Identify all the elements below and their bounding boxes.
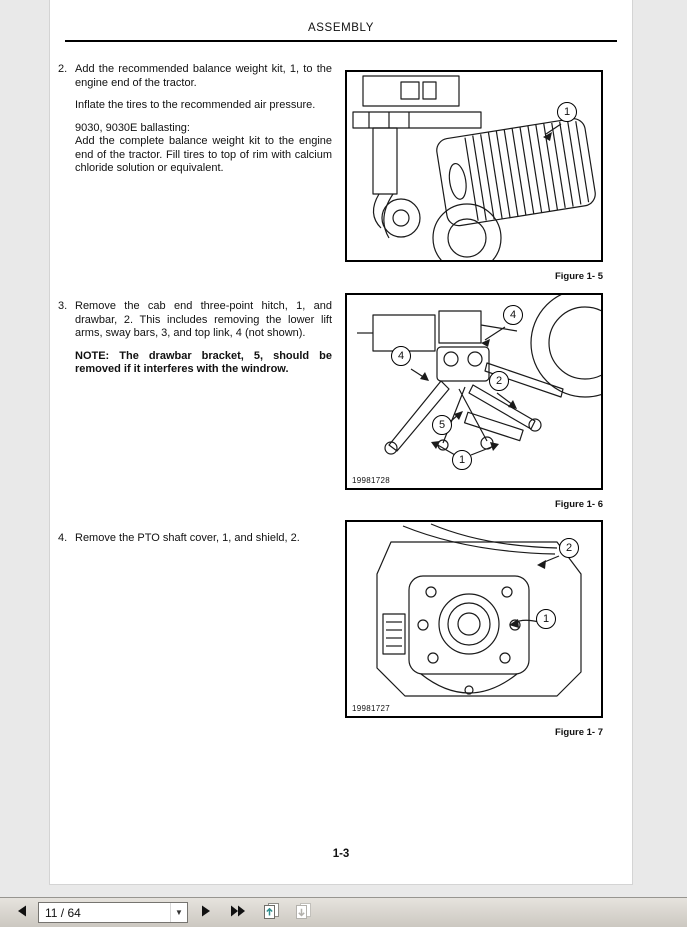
figure-1-5: [345, 70, 603, 262]
left-triangle-icon: [15, 904, 29, 921]
callout-4-top: 4: [503, 305, 523, 325]
figure-1-7-label: Figure 1- 7: [554, 727, 603, 738]
step-2-paragraph-3b: Add the complete balance weight kit to the engine end of the tractor. Fill tires to top of rim with calcium chloride solution or equivalent.: [75, 135, 332, 174]
step-3-number: 3.: [58, 300, 68, 312]
photo-id: 19981728: [352, 476, 390, 485]
step-3-paragraph-1: Remove the cab end three-point hitch, 1, and drawbar, 2. This includes removing the lower lift arms, sway bars, 3, and top link, 4 (not shown).: [75, 300, 332, 339]
callout-1: 1: [557, 102, 577, 122]
figure-1-7: [345, 520, 603, 718]
next-page-button[interactable]: [194, 901, 218, 925]
header-rule: [65, 40, 617, 42]
chevron-down-icon[interactable]: ▼: [170, 903, 187, 922]
figure-1-6-illustration: [347, 295, 601, 488]
page-with-arrow-icon: [260, 902, 280, 923]
photo-id: 19981727: [352, 704, 390, 713]
page-number: 1-3: [332, 848, 350, 860]
step-2-paragraph-1: Add the recommended balance weight kit, 1, to the engine end of the tractor.: [75, 63, 332, 89]
figure-1-6-label: Figure 1- 6: [554, 499, 603, 510]
previous-page-button[interactable]: [10, 901, 34, 925]
double-right-triangle-icon: [229, 904, 247, 921]
last-page-button[interactable]: [226, 901, 250, 925]
step-2-block: [58, 63, 332, 185]
callout-1: 1: [452, 450, 472, 470]
next-view-button[interactable]: [290, 901, 314, 925]
step-2-paragraph-2: Inflate the tires to the recommended air pressure.: [75, 99, 316, 111]
step-2-number: 2.: [58, 63, 68, 75]
callout-2: 2: [559, 538, 579, 558]
page-number-combobox[interactable]: [38, 902, 188, 923]
step-4-number: 4.: [58, 532, 68, 544]
figure-1-6: [345, 293, 603, 490]
step-3-note: NOTE: The drawbar bracket, 5, should be removed if it interferes with the windrow.: [75, 349, 332, 375]
callout-5: 5: [432, 415, 452, 435]
figure-1-5-label: Figure 1- 5: [554, 271, 603, 282]
callout-1: 1: [536, 609, 556, 629]
figure-1-5-illustration: [347, 72, 601, 260]
pdf-toolbar: [0, 897, 687, 927]
document-page: [50, 0, 632, 884]
step-2-paragraph-3a: 9030, 9030E ballasting:: [75, 121, 190, 134]
page-number-input[interactable]: [39, 903, 170, 922]
step-3-block: [58, 300, 332, 386]
right-triangle-icon: [199, 904, 213, 921]
step-4-paragraph-1: Remove the PTO shaft cover, 1, and shield, 2.: [75, 532, 300, 544]
callout-4-left: 4: [391, 346, 411, 366]
step-4-block: [58, 532, 332, 555]
previous-view-button[interactable]: [258, 901, 282, 925]
page-header-title: ASSEMBLY: [308, 22, 374, 34]
callout-2: 2: [489, 371, 509, 391]
page-with-arrow-icon: [292, 902, 312, 923]
